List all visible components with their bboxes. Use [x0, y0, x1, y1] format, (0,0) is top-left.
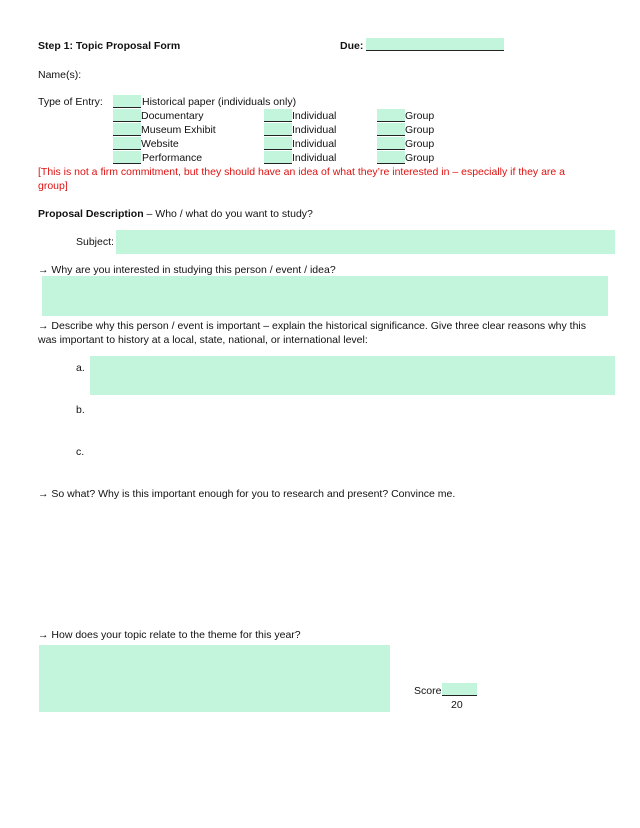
due-field[interactable] [366, 38, 504, 51]
commitment-note-line1: [This is not a firm commitment, but they should have an idea of what they’re interested in – especially if they are a [38, 166, 566, 178]
proposal-title: Proposal Description [38, 208, 144, 220]
proposal-question: – Who / what do you want to study? [143, 208, 313, 220]
score-total: 20 [451, 699, 463, 711]
checkbox-documentary[interactable] [113, 109, 141, 122]
question-interest: → Why are you interested in studying this person / event / idea? [38, 264, 336, 276]
option-historical-paper: Historical paper (individuals only) [142, 96, 297, 108]
question-importance-line2: was important to history at a local, state, national, or international level: [38, 334, 368, 346]
option-website: Website [141, 138, 179, 150]
entry-type-label: Type of Entry: [38, 96, 103, 108]
option-museum-exhibit: Museum Exhibit [141, 124, 216, 136]
option-performance: Performance [142, 152, 203, 164]
page-title: Step 1: Topic Proposal Form [38, 40, 181, 52]
reason-a-label: a. [76, 362, 85, 374]
reason-a-field[interactable] [90, 356, 615, 395]
checkbox-performance[interactable] [113, 151, 141, 164]
question-theme: → How does your topic relate to the theme for this year? [38, 629, 301, 641]
label-performance-group: Group [405, 152, 435, 164]
interest-answer-field[interactable] [42, 276, 608, 316]
label-documentary-group: Group [405, 110, 435, 122]
theme-answer-field[interactable] [39, 645, 390, 712]
checkbox-museum-individual[interactable] [264, 123, 292, 136]
question-so-what: → So what? Why is this important enough for you to research and present? Convince me. [38, 488, 456, 500]
names-label: Name(s): [38, 69, 82, 81]
subject-label: Subject: [76, 236, 114, 248]
question-importance-line1: → Describe why this person / event is important – explain the historical significance. Give three clear reasons why this [38, 320, 586, 332]
label-museum-group: Group [405, 124, 435, 136]
label-performance-individual: Individual [292, 152, 337, 164]
label-website-group: Group [405, 138, 435, 150]
checkbox-museum-exhibit[interactable] [113, 123, 141, 136]
checkbox-documentary-group[interactable] [377, 109, 405, 122]
label-website-individual: Individual [292, 138, 337, 150]
label-museum-individual: Individual [292, 124, 337, 136]
proposal-heading [38, 208, 313, 221]
label-documentary-individual: Individual [292, 110, 337, 122]
checkbox-historical-paper[interactable] [113, 95, 141, 108]
reason-b-label: b. [76, 404, 85, 416]
due-label: Due: [340, 40, 364, 52]
subject-field[interactable] [116, 230, 615, 254]
checkbox-performance-group[interactable] [377, 151, 405, 164]
checkbox-performance-individual[interactable] [264, 151, 292, 164]
checkbox-website-individual[interactable] [264, 137, 292, 150]
checkbox-website-group[interactable] [377, 137, 405, 150]
checkbox-documentary-individual[interactable] [264, 109, 292, 122]
score-field[interactable] [442, 683, 477, 696]
checkbox-museum-group[interactable] [377, 123, 405, 136]
option-documentary: Documentary [141, 110, 204, 122]
checkbox-website[interactable] [113, 137, 141, 150]
reason-c-label: c. [76, 446, 85, 458]
score-label: Score [414, 685, 442, 697]
commitment-note-line2: group] [38, 180, 68, 192]
